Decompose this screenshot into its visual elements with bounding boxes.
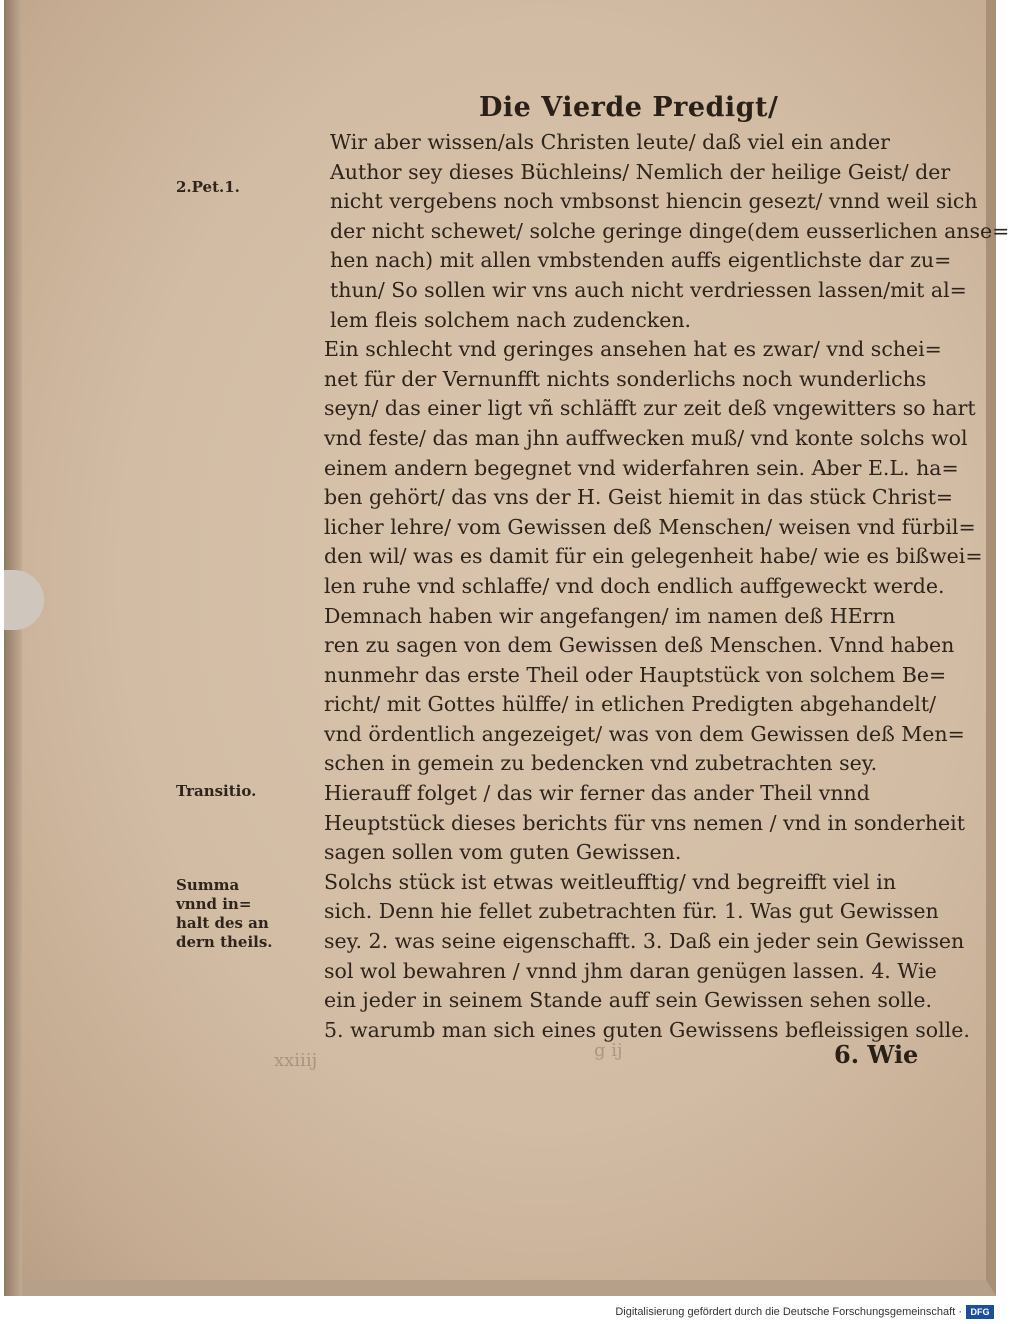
book-page xyxy=(4,0,1009,1296)
funding-credit: Digitalisierung gefördert durch die Deutsche Forschungsgemeinschaft · xyxy=(615,1306,962,1318)
dfg-logo-icon[interactable]: DFG xyxy=(966,1305,994,1319)
text-line: sol wol bewahren / vnnd jhm daran genügen lassen. 4. Wie xyxy=(324,958,937,983)
margin-note-line: Summa xyxy=(176,876,240,894)
paragraph-5 xyxy=(294,868,970,1046)
text-line: sagen sollen vom guten Gewissen. xyxy=(324,840,682,865)
text-line: ben gehört/ das vns der H. Geist hiemit in das stück Christ= xyxy=(324,485,954,510)
text-line: nicht vergebens noch vmbsonst hiencin gesezt/ vnnd weil sich xyxy=(330,189,978,214)
text-line: sey. 2. was seine eigenschafft. 3. Daß ein jeder sein Gewissen xyxy=(324,929,965,954)
catchword: 6. Wie xyxy=(834,1040,919,1069)
text-line: Solchs stück ist etwas weitleufftig/ vnd begreifft viel in xyxy=(324,869,897,894)
sermon-body-text xyxy=(294,128,1009,1045)
text-line: seyn/ das einer ligt vñ schläfft zur zeit deß vngewitters so hart xyxy=(324,396,976,421)
text-line: den wil/ was es damit für ein gelegenheit habe/ wie es bißwei= xyxy=(324,544,983,569)
text-line: vnd ördentlich angezeiget/ was von dem Gewissen deß Men= xyxy=(324,721,965,746)
text-line: Hierauff folget / das wir ferner das ander Theil vnnd xyxy=(324,781,870,806)
running-head: Die Vierde Predigt/ xyxy=(479,92,779,123)
text-line: nunmehr das erste Theil oder Hauptstück von solchem Be= xyxy=(324,662,947,687)
text-line: 5. warumb man sich eines guten Gewissens befleissigen solle. xyxy=(324,1017,970,1042)
text-line: sich. Denn hie fellet zubetrachten für. 1. Was gut Gewissen xyxy=(324,899,939,924)
margin-note-transitio: Transitio. xyxy=(176,782,257,800)
text-line: Author sey dieses Büchleins/ Nemlich der heilige Geist/ der xyxy=(330,159,951,184)
margin-note-line: vnnd in= xyxy=(176,895,252,913)
text-line: vnd feste/ das man jhn auffwecken muß/ vnd konte solchs wol xyxy=(324,425,968,450)
text-line: ein jeder in seinem Stande auff sein Gewissen sehen solle. xyxy=(324,988,932,1013)
paragraph-1 xyxy=(294,128,1009,335)
text-line: hen nach) mit allen vmbstenden auffs eigentlichste dar zu= xyxy=(330,248,952,273)
text-line: lem fleis solchem nach zudencken. xyxy=(330,307,692,332)
text-line: Wir aber wissen/als Christen leute/ daß viel ein ander xyxy=(330,130,890,154)
text-line: einem andern begegnet vnd widerfahren sein. Aber E.L. ha= xyxy=(324,455,959,480)
paragraph-3 xyxy=(294,602,965,780)
page-tab-marker xyxy=(4,570,44,630)
paragraph-2 xyxy=(294,335,983,601)
text-line: net für der Vernunfft nichts sonderlichs noch wunderlichs xyxy=(324,366,927,391)
margin-note-summa xyxy=(176,876,296,952)
text-line: schen in gemein zu bedencken vnd zubetrachten sey. xyxy=(324,751,878,776)
text-line: Ein schlecht vnd geringes ansehen hat es zwar/ vnd schei= xyxy=(324,337,942,362)
page-binding-edge xyxy=(4,0,22,1296)
margin-note-line: halt des an xyxy=(176,914,269,932)
text-line: thun/ So sollen wir vns auch nicht verdriessen lassen/mit al= xyxy=(330,277,967,302)
text-line: Demnach haben wir angefangen/ im namen deß HErrn xyxy=(324,603,896,628)
text-line: der nicht schewet/ solche geringe dinge(dem eusserlichen anse= xyxy=(330,218,1009,243)
text-line: richt/ mit Gottes hülffe/ in etlichen Predigten abgehandelt/ xyxy=(324,692,936,717)
signature-mark: g ij xyxy=(594,1040,623,1061)
text-line: licher lehre/ vom Gewissen deß Menschen/ weisen vnd fürbil= xyxy=(324,514,976,539)
paragraph-4 xyxy=(294,779,965,868)
text-line: len ruhe vnd schlaffe/ vnd doch endlich auffgeweckt werde. xyxy=(324,573,945,598)
text-line: Heuptstück dieses berichts für vns nemen / vnd in sonderheit xyxy=(324,810,965,835)
margin-note-line: dern theils. xyxy=(176,933,273,951)
text-line: ren zu sagen von dem Gewissen deß Menschen. Vnnd haben xyxy=(324,633,955,658)
margin-note-reference: 2.Pet.1. xyxy=(176,178,240,196)
footer-bar xyxy=(0,1300,1000,1324)
signature-mark: xxiiij xyxy=(274,1050,318,1071)
